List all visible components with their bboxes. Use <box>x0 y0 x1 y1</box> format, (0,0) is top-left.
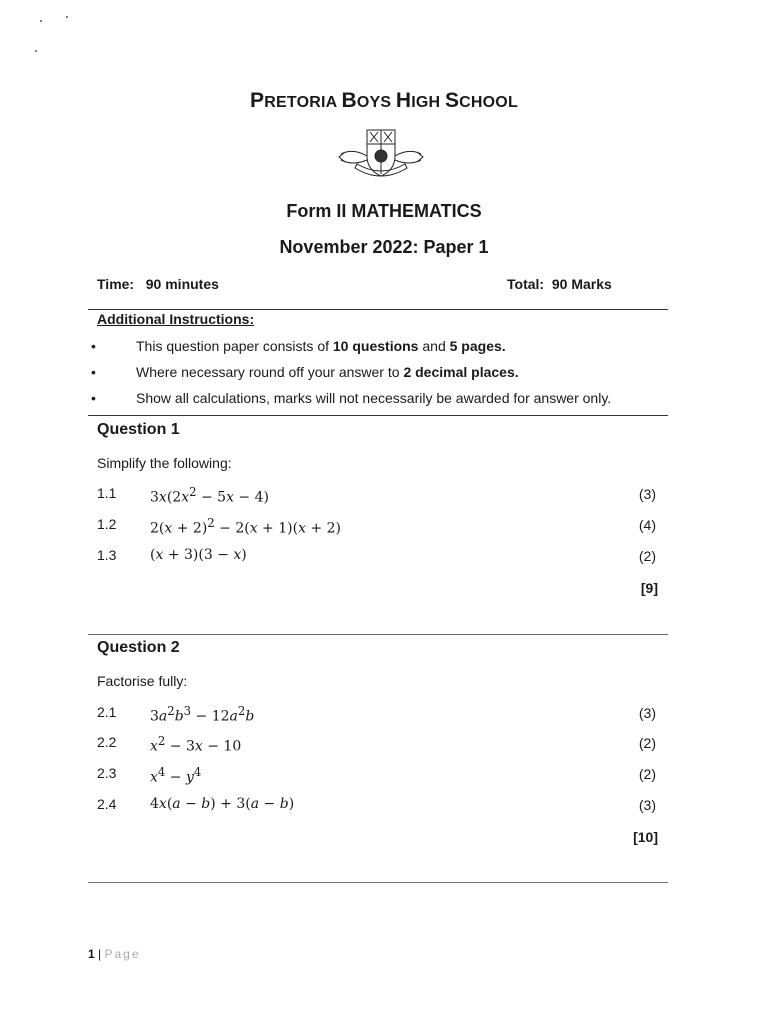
item-number: 1.1 <box>97 485 117 501</box>
scan-speck <box>40 20 42 22</box>
divider <box>88 309 668 310</box>
item-marks: (2) <box>638 766 656 782</box>
math-expression: $3a^2b^3 - 12a^2b$ <box>150 704 255 725</box>
math-expression: $3x(2x^2 - 5x - 4)$ <box>150 485 269 506</box>
school-name: PRETORIA BOYS HIGH SCHOOL <box>250 89 518 112</box>
item-number: 1.2 <box>97 516 117 532</box>
subject-title: Form II MATHEMATICS <box>286 201 482 221</box>
question-1-title: Question 1 <box>97 421 180 438</box>
page-footer: 1 | Page <box>88 947 141 961</box>
question-1-total: [9] <box>640 580 658 596</box>
math-expression: (x + 3)(3 − x) <box>150 547 247 563</box>
instruction-item: Show all calculations, marks will not necessarily be awarded for answer only. <box>136 390 612 406</box>
math-expression: $2(x + 2)^2 - 2(x + 1)(x + 2)$ <box>150 516 341 537</box>
question-2-intro: Factorise fully: <box>97 673 188 689</box>
instructions-heading: Additional Instructions: <box>97 311 255 327</box>
divider <box>88 634 668 635</box>
item-number: 2.2 <box>97 734 117 750</box>
item-number: 2.3 <box>97 765 117 781</box>
divider <box>88 415 668 416</box>
school-crest-icon <box>337 126 425 182</box>
divider <box>88 882 668 883</box>
item-number: 2.4 <box>97 796 117 812</box>
item-marks: (2) <box>638 548 656 564</box>
math-expression: $x^2 - 3x - 10$ <box>150 734 242 755</box>
instruction-item: Where necessary round off your answer to 2 decimal places. <box>136 364 519 380</box>
item-marks: (4) <box>638 517 656 533</box>
time-info: Time: 90 minutes <box>97 276 219 292</box>
scan-speck <box>66 16 68 18</box>
item-marks: (2) <box>638 735 656 751</box>
item-number: 1.3 <box>97 547 117 563</box>
bullet-icon: • <box>91 364 96 380</box>
item-number: 2.1 <box>97 704 117 720</box>
item-marks: (3) <box>638 486 656 502</box>
exam-date: November 2022: Paper 1 <box>279 237 489 257</box>
question-2-title: Question 2 <box>97 639 180 656</box>
item-marks: (3) <box>638 705 656 721</box>
instruction-item: This question paper consists of 10 questions and 5 pages. <box>136 338 506 354</box>
scan-speck <box>35 50 37 52</box>
math-expression: 4x(a − b) + 3(a − b) <box>150 796 295 812</box>
question-2-total: [10] <box>633 829 658 845</box>
bullet-icon: • <box>91 338 96 354</box>
total-info: Total: 90 Marks <box>507 276 612 292</box>
math-expression: $x^4 - y^4$ <box>150 765 202 786</box>
bullet-icon: • <box>91 390 96 406</box>
item-marks: (3) <box>638 797 656 813</box>
question-1-intro: Simplify the following: <box>97 455 232 471</box>
